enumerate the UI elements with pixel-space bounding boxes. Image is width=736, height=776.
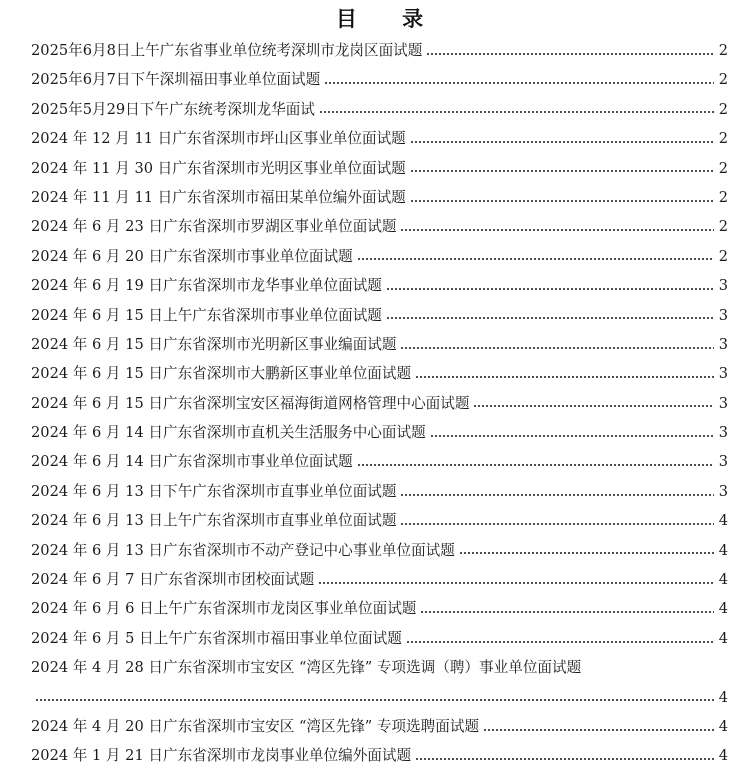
toc-entry-text: 2024 年 6 月 23 日广东省深圳市罗湖区事业单位面试题 [31, 218, 397, 236]
toc-entry[interactable] [31, 741, 728, 770]
toc-entry[interactable] [31, 477, 728, 506]
toc-entry-text: 2024 年 6 月 20 日广东省深圳市事业单位面试题 [31, 247, 353, 265]
toc-page-number: 3 [718, 277, 728, 295]
dot-leader [410, 198, 714, 204]
toc-entry-text: 2024 年 6 月 19 日广东省深圳市龙华事业单位面试题 [31, 277, 382, 295]
toc-entry[interactable] [31, 359, 728, 388]
toc-page-number: 4 [718, 747, 728, 765]
dot-leader [357, 462, 714, 468]
toc-entry[interactable] [31, 712, 728, 741]
toc-entry-text: 2024 年 6 月 5 日上午广东省深圳市福田事业单位面试题 [31, 629, 402, 647]
toc-entry[interactable] [31, 565, 728, 594]
dot-leader [410, 139, 714, 145]
toc-entry[interactable] [31, 330, 728, 359]
toc-entry[interactable] [31, 389, 728, 418]
toc-entry[interactable] [31, 301, 728, 330]
dot-leader [386, 315, 714, 321]
toc-entry[interactable] [31, 271, 728, 300]
toc-page-number: 3 [718, 306, 728, 324]
toc-page-number: 3 [718, 365, 728, 383]
toc-page-number: 4 [718, 600, 728, 618]
toc-page-number: 2 [718, 130, 728, 148]
toc-entry-text: 2025年6月8日上午广东省事业单位统考深圳市龙岗区面试题 [31, 42, 423, 59]
toc-entry[interactable] [31, 95, 728, 124]
dot-leader [357, 256, 714, 262]
dot-leader [483, 727, 714, 733]
toc-entry-text: 2024 年 4 月 28 日广东省深圳市宝安区 “湾区先锋” 专项选调（聘）事业单位面试题 [31, 659, 582, 677]
toc-entry[interactable] [31, 154, 728, 183]
toc-entry[interactable] [31, 624, 728, 653]
toc-entry[interactable] [31, 124, 728, 153]
dot-leader [406, 639, 714, 645]
toc-entry-text: 2024 年 11 月 30 日广东省深圳市光明区事业单位面试题 [31, 159, 406, 177]
toc-entry[interactable] [31, 536, 728, 565]
toc-entry-text: 2025年6月7日下午深圳福田事业单位面试题 [31, 71, 321, 89]
toc-page-number: 3 [718, 335, 728, 353]
toc-page-number: 2 [718, 71, 728, 89]
toc-entry[interactable] [31, 447, 728, 476]
dot-leader [386, 286, 714, 292]
dot-leader [400, 345, 714, 351]
toc-entry-text: 2025年5月29日下午广东统考深圳龙华面试 [31, 100, 315, 118]
dot-leader [319, 109, 714, 115]
toc-title: 目 录 [335, 6, 443, 31]
toc-page-number: 2 [718, 42, 728, 59]
toc-entry[interactable] [31, 506, 728, 535]
toc-page-number: 2 [718, 159, 728, 177]
toc-entry-text: 2024 年 6 月 15 日广东省深圳宝安区福海街道网格管理中心面试题 [31, 394, 470, 412]
toc-entry-text: 2024 年 6 月 14 日广东省深圳市事业单位面试题 [31, 453, 353, 471]
toc-entry-text: 2024 年 12 月 11 日广东省深圳市坪山区事业单位面试题 [31, 130, 406, 148]
dot-leader [415, 374, 714, 380]
toc-entry-text: 2024 年 6 月 13 日广东省深圳市不动产登记中心事业单位面试题 [31, 541, 455, 559]
toc-page-number: 3 [718, 424, 728, 442]
toc-entry-text: 2024 年 6 月 13 日上午广东省深圳市直事业单位面试题 [31, 512, 397, 530]
toc-page-number: 2 [718, 218, 728, 236]
toc-page-number: 2 [718, 247, 728, 265]
toc-entry-text: 2024 年 6 月 15 日广东省深圳市光明新区事业编面试题 [31, 335, 397, 353]
dot-leader [35, 697, 714, 703]
toc-page-number: 3 [718, 482, 728, 500]
toc-entry-text: 2024 年 6 月 13 日下午广东省深圳市直事业单位面试题 [31, 482, 397, 500]
toc-page-number: 4 [718, 541, 728, 559]
toc-entry[interactable] [31, 212, 728, 241]
toc-entry[interactable] [31, 653, 728, 712]
toc-page-number: 2 [718, 100, 728, 118]
toc-entry-text: 2024 年 6 月 15 日广东省深圳市大鹏新区事业单位面试题 [31, 365, 412, 383]
dot-leader [459, 550, 714, 556]
dot-leader [318, 580, 714, 586]
toc-entry-text: 2024 年 6 月 14 日广东省深圳市直机关生活服务中心面试题 [31, 424, 426, 442]
toc-page-number: 3 [718, 394, 728, 412]
dot-leader [430, 433, 714, 439]
toc-page-number: 4 [718, 629, 728, 647]
toc-entry-text: 2024 年 1 月 21 日广东省深圳市龙岗事业单位编外面试题 [31, 747, 412, 765]
toc-entry[interactable] [31, 183, 728, 212]
toc-entry-text: 2024 年 4 月 20 日广东省深圳市宝安区 “湾区先锋” 专项选聘面试题 [31, 718, 480, 735]
toc-entry-text: 2024 年 11 月 11 日广东省深圳市福田某单位编外面试题 [31, 188, 406, 206]
toc-entry[interactable] [31, 418, 728, 447]
toc-entry[interactable] [31, 36, 728, 65]
dot-leader [426, 51, 714, 57]
toc-list [31, 36, 728, 771]
toc-entry[interactable] [31, 65, 728, 94]
dot-leader [420, 609, 714, 615]
dot-leader [410, 168, 714, 174]
toc-page-number: 3 [718, 453, 728, 471]
dot-leader [415, 756, 714, 762]
toc-entry[interactable] [31, 242, 728, 271]
toc-page-number: 4 [718, 718, 728, 735]
toc-entry-text: 2024 年 6 月 15 日上午广东省深圳市事业单位面试题 [31, 306, 382, 324]
toc-entry-text: 2024 年 6 月 7 日广东省深圳市团校面试题 [31, 571, 315, 589]
toc-page-number: 4 [718, 571, 728, 589]
dot-leader [400, 521, 714, 527]
toc-entry[interactable] [31, 594, 728, 623]
toc-page-number: 4 [718, 688, 728, 706]
dot-leader [400, 227, 714, 233]
toc-entry-text: 2024 年 6 月 6 日上午广东省深圳市龙岗区事业单位面试题 [31, 600, 417, 618]
toc-page-number: 4 [718, 512, 728, 530]
dot-leader [400, 492, 714, 498]
toc-page-number: 2 [718, 188, 728, 206]
dot-leader [473, 403, 714, 409]
dot-leader [324, 80, 714, 86]
